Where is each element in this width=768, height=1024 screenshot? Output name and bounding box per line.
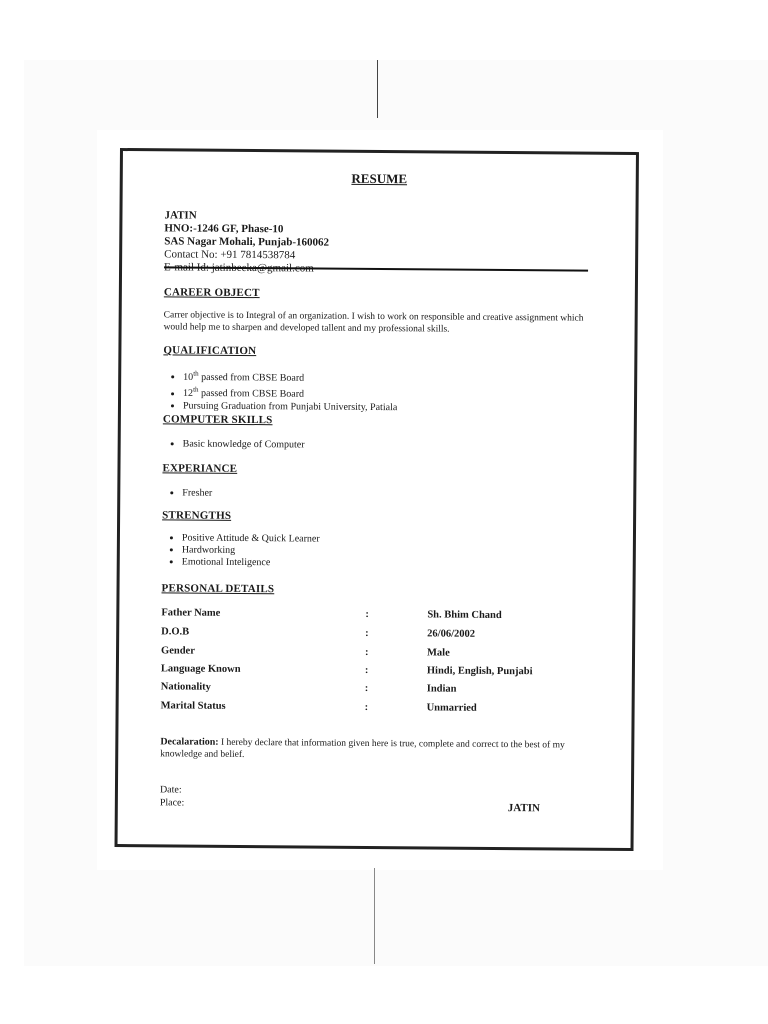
personal-label: Nationality <box>160 681 211 693</box>
qualification-list <box>163 367 398 413</box>
personal-colon: : <box>364 664 369 676</box>
personal-value: Hindi, English, Punjabi <box>426 665 533 678</box>
skills-heading: COMPUTER SKILLS <box>162 413 273 427</box>
contact-phone: Contact No: +91 7814538784 <box>164 248 296 262</box>
personal-label: D.O.B <box>161 626 190 638</box>
declaration-text: I hereby declare that information given here is true, complete and correct to the best of my knowledge and belief. <box>160 737 565 760</box>
place-label: Place: <box>159 797 185 809</box>
personal-row <box>161 681 581 702</box>
personal-label: Father Name <box>161 607 221 619</box>
strengths-list <box>162 532 320 569</box>
personal-value: Sh. Bhim Chand <box>427 609 502 622</box>
personal-row <box>161 700 581 721</box>
declaration-label: Decalaration: <box>160 736 219 748</box>
list-item: • Fresher <box>182 488 212 500</box>
signature-name: JATIN <box>507 802 541 815</box>
list-item: • 12th passed from CBSE Board <box>183 384 397 402</box>
personal-value: Male <box>427 647 450 659</box>
career-text: Carrer objective is to Integral of an organization. I wish to work on responsible and creative assignment which would help me to sharpen and developed tallent and my professional skills. <box>163 310 584 335</box>
personal-label: Gender <box>161 645 195 657</box>
list-item: • Positive Attitude & Quick Learner <box>182 532 320 545</box>
qualification-heading: QUALIFICATION <box>163 344 257 358</box>
date-label: Date: <box>159 784 182 796</box>
strengths-heading: STRENGTHS <box>162 509 232 522</box>
list-item: • Emotional Inteligence <box>182 556 320 569</box>
personal-colon: : <box>365 646 369 658</box>
address-line-1: HNO:-1246 GF, Phase-10 <box>164 222 284 236</box>
scan-crease-bottom <box>374 868 375 964</box>
list-item: • 10th passed from CBSE Board <box>183 368 397 386</box>
personal-label: Language Known <box>160 663 241 675</box>
personal-colon: : <box>364 682 369 694</box>
career-heading: CAREER OBJECT <box>163 286 260 300</box>
resume-document <box>115 148 639 851</box>
declaration <box>160 736 595 763</box>
personal-value: 26/06/2002 <box>427 628 476 640</box>
date-place-block <box>160 783 185 809</box>
address-line-2: SAS Nagar Mohali, Punjab-160062 <box>164 235 330 249</box>
list-item: • Basic knowledge of Computer <box>183 439 305 452</box>
personal-heading: PERSONAL DETAILS <box>161 582 275 596</box>
scan-crease-top <box>377 60 378 118</box>
candidate-name: JATIN <box>164 209 197 222</box>
experience-heading: EXPERIANCE <box>162 462 238 475</box>
personal-colon: : <box>364 701 369 713</box>
list-item: • Hardworking <box>182 544 320 557</box>
personal-value: Indian <box>426 683 457 695</box>
resume-title: RESUME <box>351 170 408 187</box>
personal-row <box>161 626 581 647</box>
personal-value: Unmarried <box>426 702 477 714</box>
list-item: • Pursuing Graduation from Punjabi University, Patiala <box>183 400 397 414</box>
personal-colon: : <box>365 608 369 620</box>
skills-list <box>163 438 305 451</box>
personal-row <box>161 607 581 628</box>
personal-label: Marital Status <box>160 700 226 712</box>
personal-colon: : <box>365 627 369 639</box>
experience-list <box>162 487 212 499</box>
